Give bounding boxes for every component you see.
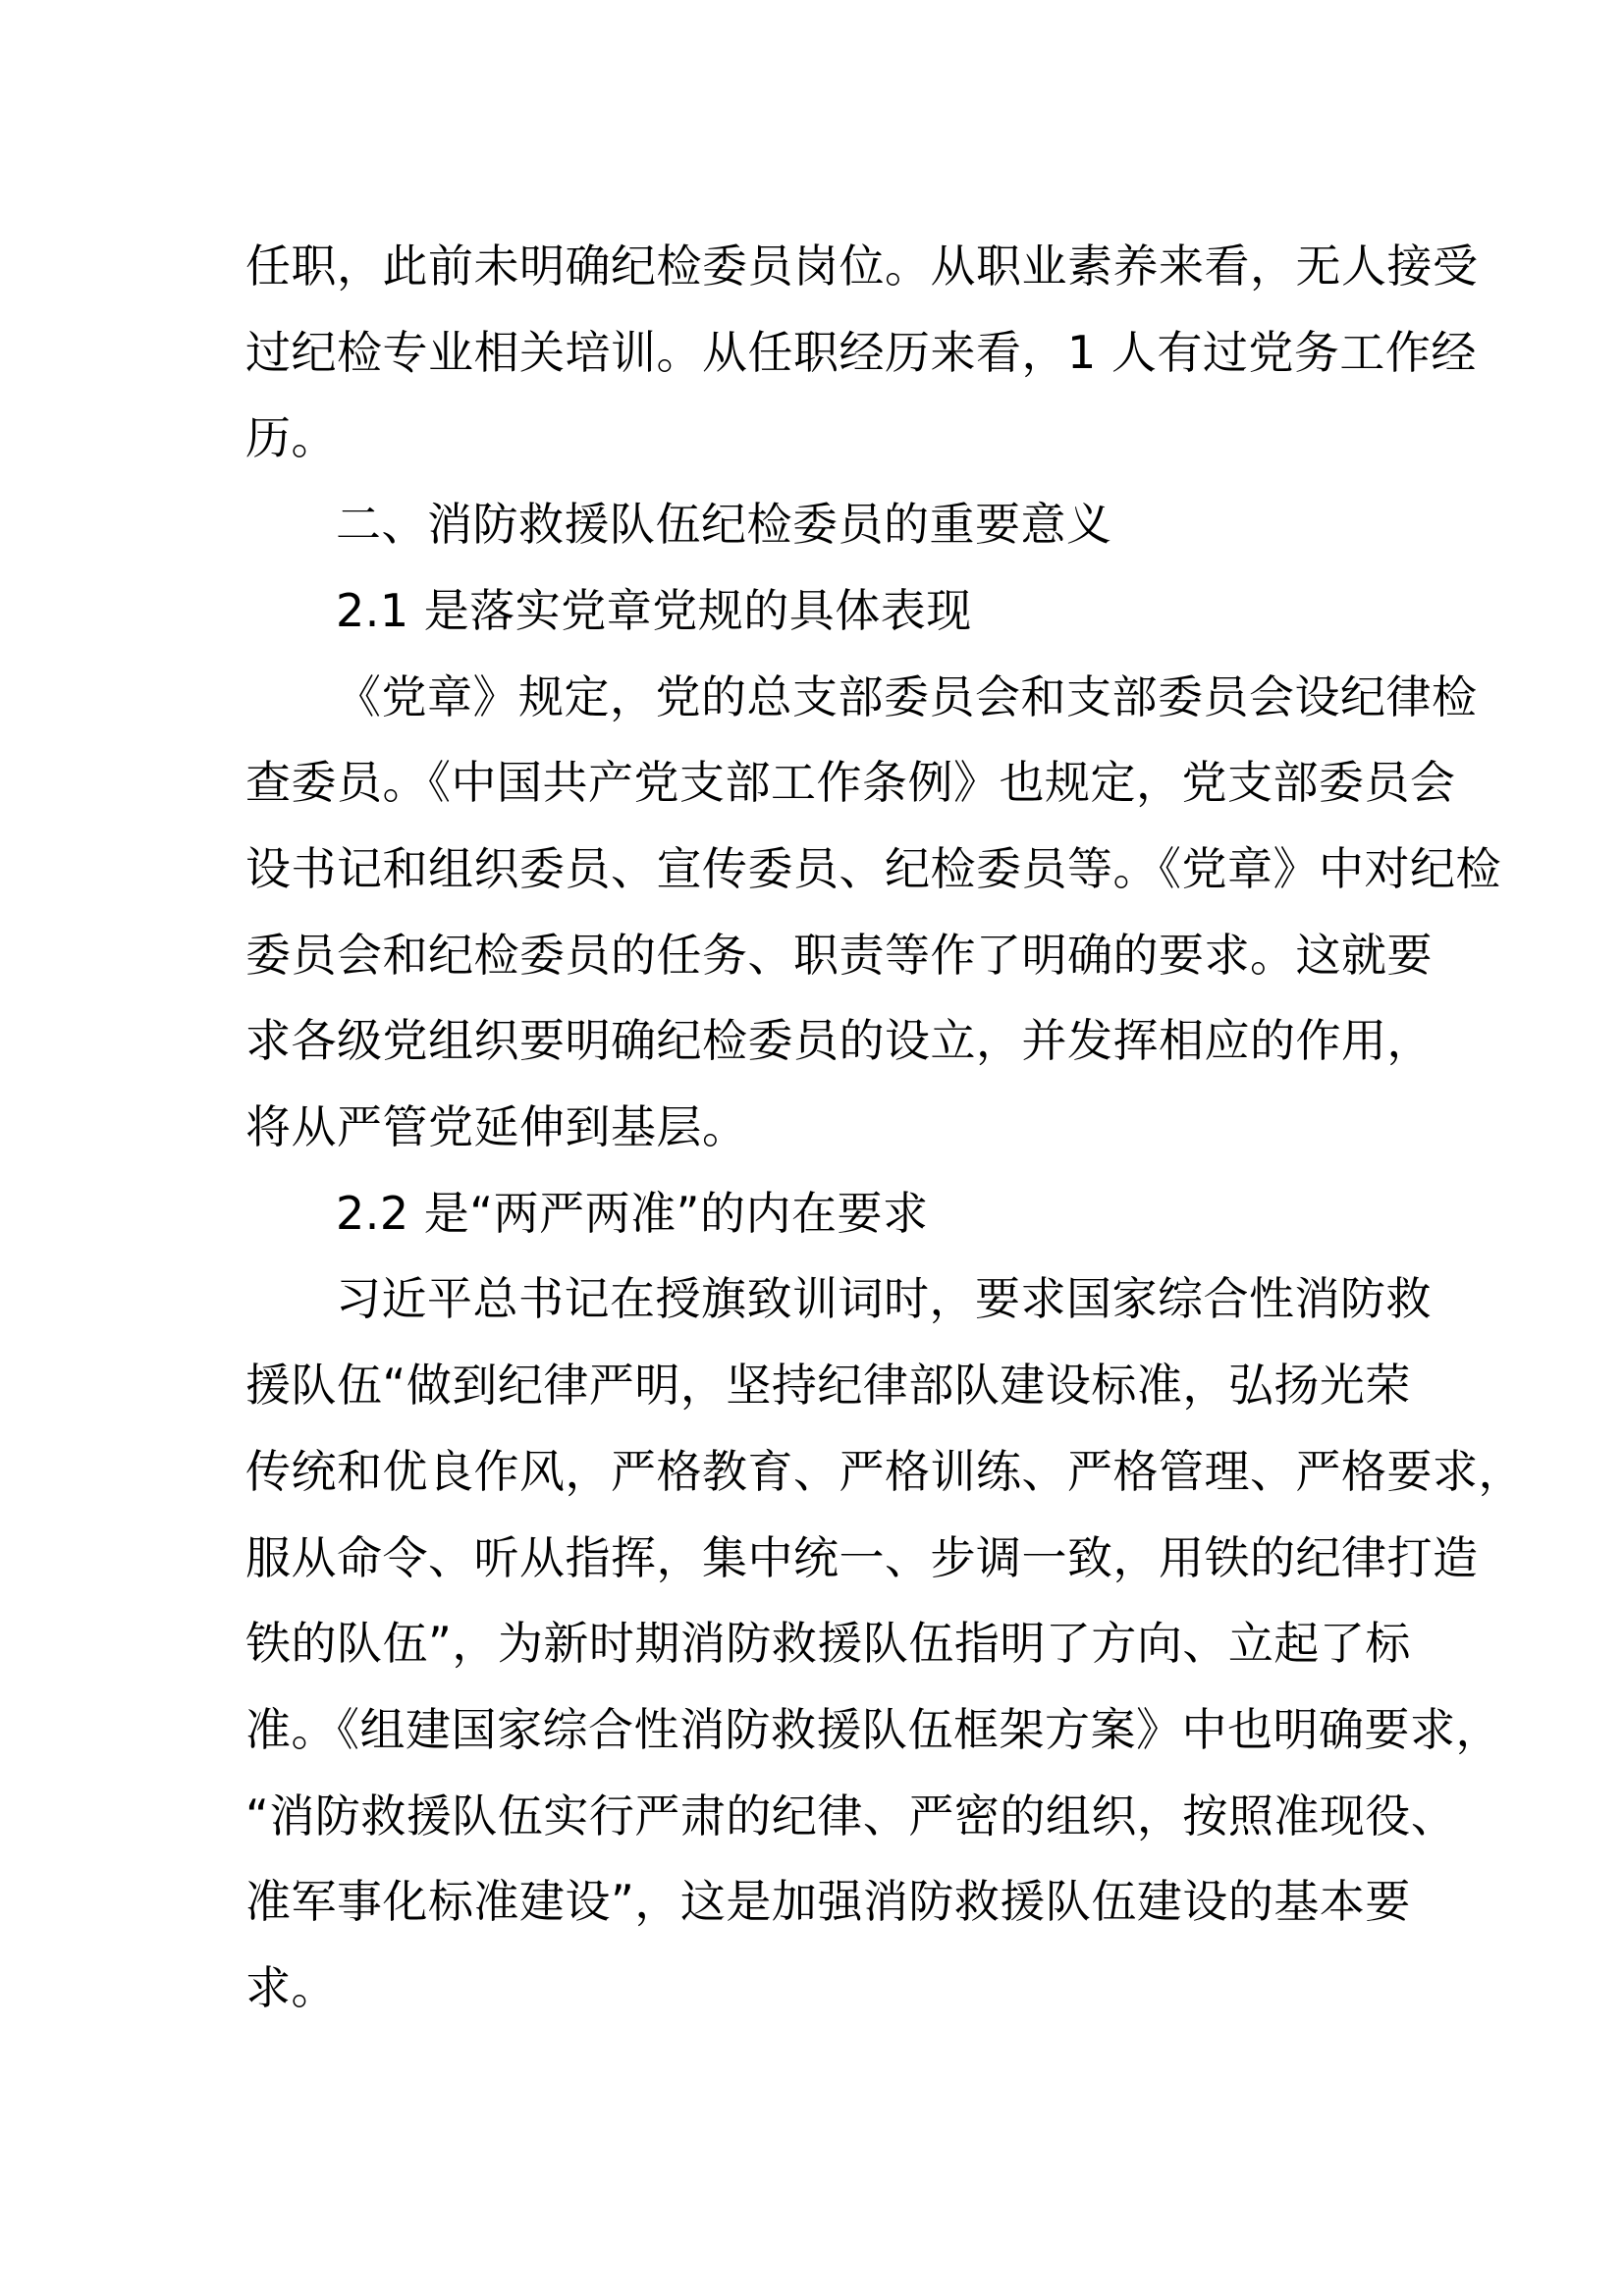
subsection-heading-text: 2.2 是“两严两准”的内在要求 (336, 1186, 929, 1240)
text-line: 委员会和纪检委员的任务、职责等作了明确的要求。这就要 (245, 928, 1433, 982)
section-heading-text: 二、消防救援队伍纪检委员的重要意义 (336, 498, 1112, 552)
text-line: 求各级党组织要明确纪检委员的设立，并发挥相应的作用， (245, 1014, 1433, 1068)
text-line: 准。《组建国家综合性消防救援队伍框架方案》中也明确要求， (245, 1702, 1501, 1756)
document-body (245, 224, 1524, 2032)
text-line: 任职，此前未明确纪检委员岗位。从职业素养来看，无人接受 (245, 240, 1479, 293)
text-line: 传统和优良作风，严格教育、严格训练、严格管理、严格要求， (245, 1444, 1524, 1498)
text-line: 查委员。《中国共产党支部工作条例》也规定，党支部委员会 (245, 756, 1456, 810)
text-line: 准军事化标准建设”，这是加强消防救援队伍建设的基本要 (245, 1875, 1411, 1929)
body-paragraph (245, 1256, 1524, 2031)
text-line: 《党章》规定，党的总支部委员会和支部委员会设纪律检 (336, 669, 1478, 723)
text-line: 过纪检专业相关培训。从任职经历来看，1 人有过党务工作经 (245, 325, 1477, 379)
section-heading (245, 482, 1394, 568)
text-line: 将从严管党延伸到基层。 (245, 1100, 748, 1154)
text-line: 服从命令、听从指挥，集中统一、步调一致，用铁的纪律打造 (245, 1530, 1479, 1584)
subsection-heading (245, 1171, 1394, 1257)
text-line: 铁的队伍”，为新时期消防救援队伍指明了方向、立起了标 (245, 1617, 1411, 1671)
text-line: 援队伍“做到纪律严明，坚持纪律部队建设标准，弘扬光荣 (245, 1359, 1411, 1413)
text-line: 求。 (245, 1961, 337, 2015)
subsection-heading (245, 568, 1394, 655)
text-line: “消防救援队伍实行严肃的纪律、严密的组织，按照准现役、 (245, 1789, 1457, 1842)
body-paragraph (245, 224, 1479, 482)
text-line: 设书记和组织委员、宣传委员、纪检委员等。《党章》中对纪检 (245, 841, 1501, 895)
text-line: 历。 (245, 411, 337, 465)
subsection-heading-text: 2.1 是落实党章党规的具体表现 (336, 583, 972, 637)
text-line: 习近平总书记在授旗致训词时，要求国家综合性消防救 (336, 1272, 1432, 1326)
body-paragraph (245, 655, 1501, 1171)
